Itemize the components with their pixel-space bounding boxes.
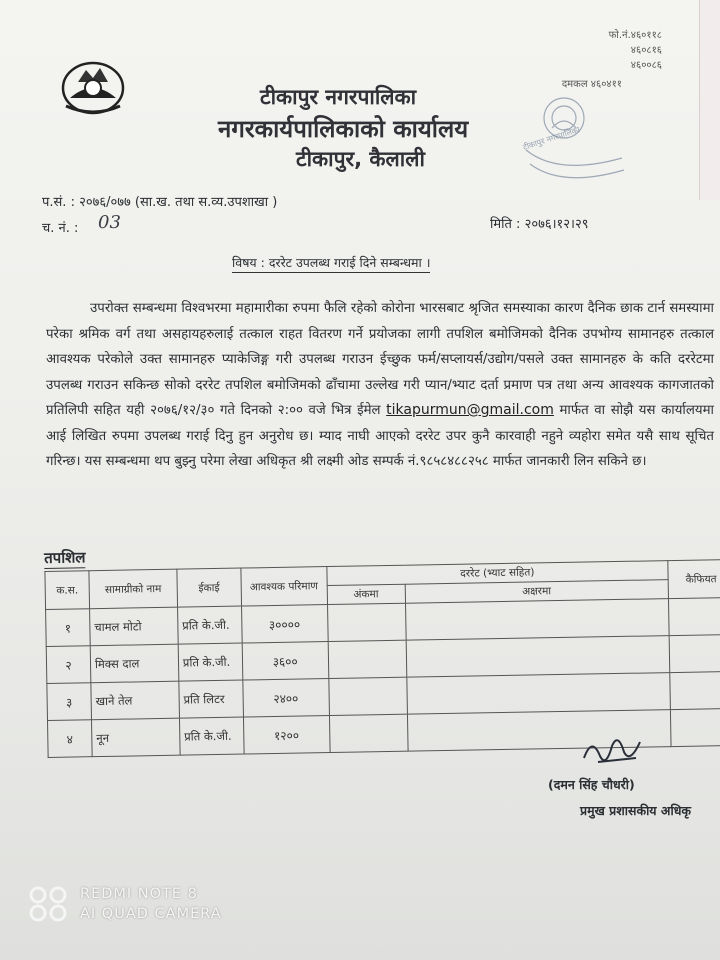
- phone-line: ४६०८१६: [630, 45, 662, 56]
- row-sn: २: [46, 646, 91, 684]
- handwritten-signature: [578, 728, 648, 773]
- office-name: नगरकार्यपालिकाको कार्यालय: [218, 115, 469, 143]
- row-qty: २४००: [243, 679, 330, 717]
- row-qty: १२००: [243, 716, 330, 754]
- row-unit: प्रति के.जी.: [179, 717, 244, 755]
- letter-subject: विषय : दररेट उपलब्ध गराई दिने सम्बन्धमा ।: [232, 254, 430, 273]
- office-seal-stamp: [518, 88, 630, 196]
- row-rate-words[interactable]: [406, 673, 670, 715]
- dispatch-number-label: च. नं. :: [42, 221, 79, 236]
- phone-line: ४६००८६: [630, 60, 662, 71]
- watermark-line1: REDMI NOTE 8: [80, 886, 198, 902]
- row-item: चामल मोटो: [90, 607, 179, 646]
- svg-text:टीकापुर नगरपालिका: टीकापुर नगरपालिका: [521, 125, 581, 152]
- row-unit: प्रति लिटर: [179, 680, 244, 718]
- watermark-line2: AI QUAD CAMERA: [80, 906, 222, 922]
- row-rate-figures[interactable]: [329, 714, 408, 752]
- body-text-part1: उपरोक्त सम्बन्धमा विश्वभरमा महामारीका रुपमा फैलि रहेको कोरोना भारसबाट श्रृजित समस्याका कारण दैनिक छाक टार्न समस्यामा परेका श्रमिक वर्ग तथा असहायहरुलाई तत्काल राहत वितरण गर्ने प्रयोजका लागी तपशिल बमोजिमको दैनिक उपभोग्य सामानहरु तत्काल आवश्यक परेकोले उक्त सामानहरु प्याकेजिङ्ग गरी उपलब्ध गराउन ईच्छुक फर्म/सप्लायर्स/उद्योग/पसले उक्त सामानहरु के कति दररेटमा उपलब्ध गराउन सकिन्छ सोको दररेट तपशिल बमोजिमको ढाँचामा उल्लेख गरी प्यान/भ्याट दर्ता प्रमाण पत्र तथा अन्य आवश्यक कागजातको प्रतिलिपी सहित यही २०७६/१२/३० गते दिनको २:०० वजे भित्र ईमेल: [46, 301, 714, 418]
- dispatch-number-value: 03: [98, 212, 121, 233]
- row-remarks[interactable]: [668, 597, 720, 635]
- office-address: टीकापुर, कैलाली: [296, 147, 425, 171]
- row-qty: ३६००: [242, 642, 329, 680]
- header-qty: आवश्यक परिमाण: [241, 567, 328, 606]
- row-sn: ३: [47, 683, 92, 721]
- row-rate-figures[interactable]: [327, 603, 406, 641]
- municipality-name: टीकापुर नगरपालिका: [260, 85, 417, 109]
- row-rate-figures[interactable]: [328, 677, 407, 715]
- fire-brigade-number: दमकल ४६०४११: [561, 79, 622, 90]
- header-unit: ईकाई: [177, 568, 242, 607]
- letter-date: मिति : २०७६।१२।२९: [490, 217, 589, 232]
- reference-number: प.सं. : २०७६/०७७ (सा.ख. तथा स.व्य.उपशाखा ): [42, 195, 278, 210]
- header-rate: दररेट (भ्याट सहित): [327, 561, 669, 586]
- red-pen-mark: [695, 29, 720, 91]
- signatory-title: प्रमुख प्रशासकीय अधिकृ: [580, 803, 691, 818]
- row-item: मिक्स दाल: [90, 644, 179, 683]
- camera-brand-logo-icon: [28, 886, 68, 922]
- row-rate-words[interactable]: [406, 636, 670, 678]
- email-link[interactable]: tikapurmun@gmail.com: [386, 402, 554, 418]
- phone-numbers: [609, 28, 662, 73]
- header-sn: क.स.: [45, 571, 90, 610]
- row-unit: प्रति के.जी.: [178, 643, 243, 681]
- letter-body: [46, 296, 714, 475]
- row-sn: १: [46, 609, 91, 647]
- row-remarks[interactable]: [670, 671, 720, 709]
- row-qty: ३००००: [241, 605, 328, 643]
- nepal-emblem-icon: [60, 58, 126, 116]
- phone-line: फो.नं.४६०११८: [608, 30, 662, 41]
- row-sn: ४: [48, 720, 93, 758]
- header-figures: अंकमा: [327, 584, 405, 604]
- row-unit: प्रति के.जी.: [177, 606, 242, 644]
- body-text-part2: मार्फत वा सोझै यस कार्यालयमा आई लिखित रुपमा उपलब्ध गराई दिनु हुन अनुरोध छ। म्याद नाघी आएको दररेट उपर कुनै कारवाही नहुने व्यहोरा समेत यसै साथ सूचित गरिन्छ। यस सम्बन्धमा थप बुझ्नु परेमा लेखा अधिकृत श्री लक्ष्मी ओड सम्पर्क नं.९८५८४८८२५८ मार्फत जानकारी लिन सकिने छ।: [46, 403, 715, 469]
- row-rate-words[interactable]: [405, 599, 669, 641]
- row-item: खाने तेल: [91, 681, 180, 720]
- row-remarks[interactable]: [670, 708, 720, 746]
- header-remarks: कैफियत: [668, 559, 720, 598]
- table-caption: तपशिल: [44, 548, 86, 567]
- header-item: सामाग्रीको नाम: [89, 569, 178, 609]
- signatory-name: (दमन सिंह चौधरी): [548, 777, 635, 792]
- row-rate-figures[interactable]: [328, 640, 407, 678]
- header-words: अक्षरमा: [405, 580, 669, 604]
- row-remarks[interactable]: [669, 634, 720, 672]
- row-item: नून: [91, 718, 180, 757]
